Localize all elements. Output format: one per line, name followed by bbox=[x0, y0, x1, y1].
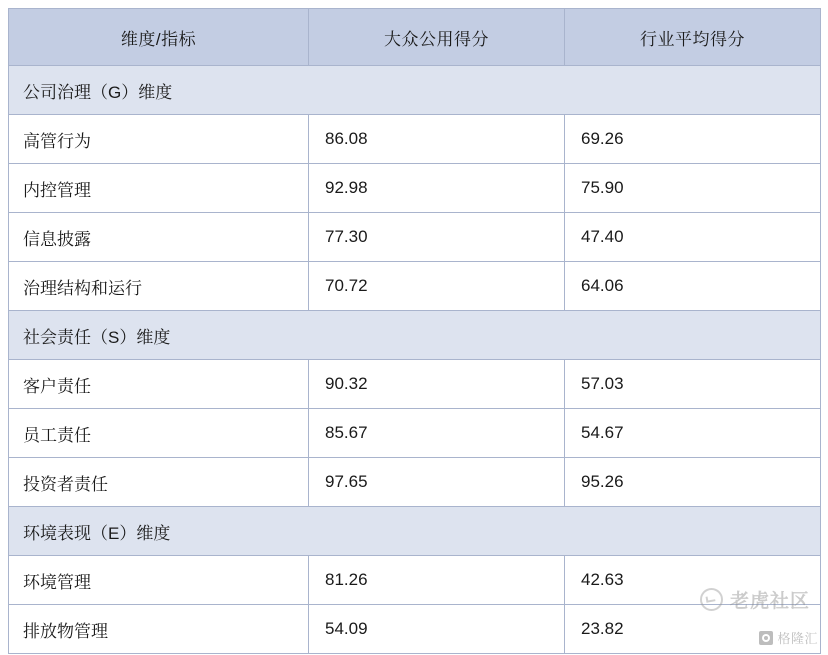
row-label: 信息披露 bbox=[9, 213, 309, 262]
row-industry-score: 64.06 bbox=[565, 262, 821, 311]
row-industry-score: 23.82 bbox=[565, 605, 821, 654]
table-body bbox=[9, 66, 821, 654]
row-label: 员工责任 bbox=[9, 409, 309, 458]
table-row bbox=[9, 262, 821, 311]
row-company-score: 54.09 bbox=[309, 605, 565, 654]
table-row bbox=[9, 409, 821, 458]
table-section-row bbox=[9, 507, 821, 556]
row-company-score: 70.72 bbox=[309, 262, 565, 311]
row-label: 环境管理 bbox=[9, 556, 309, 605]
row-label: 内控管理 bbox=[9, 164, 309, 213]
section-label-environment: 环境表现（E）维度 bbox=[9, 507, 821, 556]
watermark-main-text: 老虎社区 bbox=[729, 591, 810, 612]
table-section-row bbox=[9, 66, 821, 115]
table-header-row bbox=[9, 9, 821, 66]
row-company-score: 85.67 bbox=[309, 409, 565, 458]
row-company-score: 90.32 bbox=[309, 360, 565, 409]
row-industry-score: 69.26 bbox=[565, 115, 821, 164]
row-industry-score: 57.03 bbox=[565, 360, 821, 409]
section-label-social: 社会责任（S）维度 bbox=[9, 311, 821, 360]
esg-score-table bbox=[8, 8, 821, 654]
row-label: 客户责任 bbox=[9, 360, 309, 409]
row-company-score: 86.08 bbox=[309, 115, 565, 164]
column-header-company-score: 大众公用得分 bbox=[309, 9, 565, 66]
row-industry-score: 42.63 bbox=[565, 556, 821, 605]
row-industry-score: 75.90 bbox=[565, 164, 821, 213]
table-header bbox=[9, 9, 821, 66]
section-label-governance: 公司治理（G）维度 bbox=[9, 66, 821, 115]
table-row bbox=[9, 605, 821, 654]
table-row bbox=[9, 115, 821, 164]
row-company-score: 97.65 bbox=[309, 458, 565, 507]
table-row bbox=[9, 556, 821, 605]
row-industry-score: 95.26 bbox=[565, 458, 821, 507]
esg-score-table-container bbox=[8, 8, 820, 654]
table-row bbox=[9, 360, 821, 409]
row-label: 排放物管理 bbox=[9, 605, 309, 654]
row-company-score: 92.98 bbox=[309, 164, 565, 213]
row-company-score: 77.30 bbox=[309, 213, 565, 262]
row-industry-score: 54.67 bbox=[565, 409, 821, 458]
row-company-score: 81.26 bbox=[309, 556, 565, 605]
row-label: 高管行为 bbox=[9, 115, 309, 164]
column-header-dimension: 维度/指标 bbox=[9, 9, 309, 66]
table-row bbox=[9, 213, 821, 262]
table-row bbox=[9, 458, 821, 507]
table-row bbox=[9, 164, 821, 213]
row-industry-score: 47.40 bbox=[565, 213, 821, 262]
row-label: 治理结构和运行 bbox=[9, 262, 309, 311]
watermark-badge-text: 格隆汇 bbox=[777, 631, 818, 646]
table-section-row bbox=[9, 311, 821, 360]
row-label: 投资者责任 bbox=[9, 458, 309, 507]
column-header-industry-average-score: 行业平均得分 bbox=[565, 9, 821, 66]
